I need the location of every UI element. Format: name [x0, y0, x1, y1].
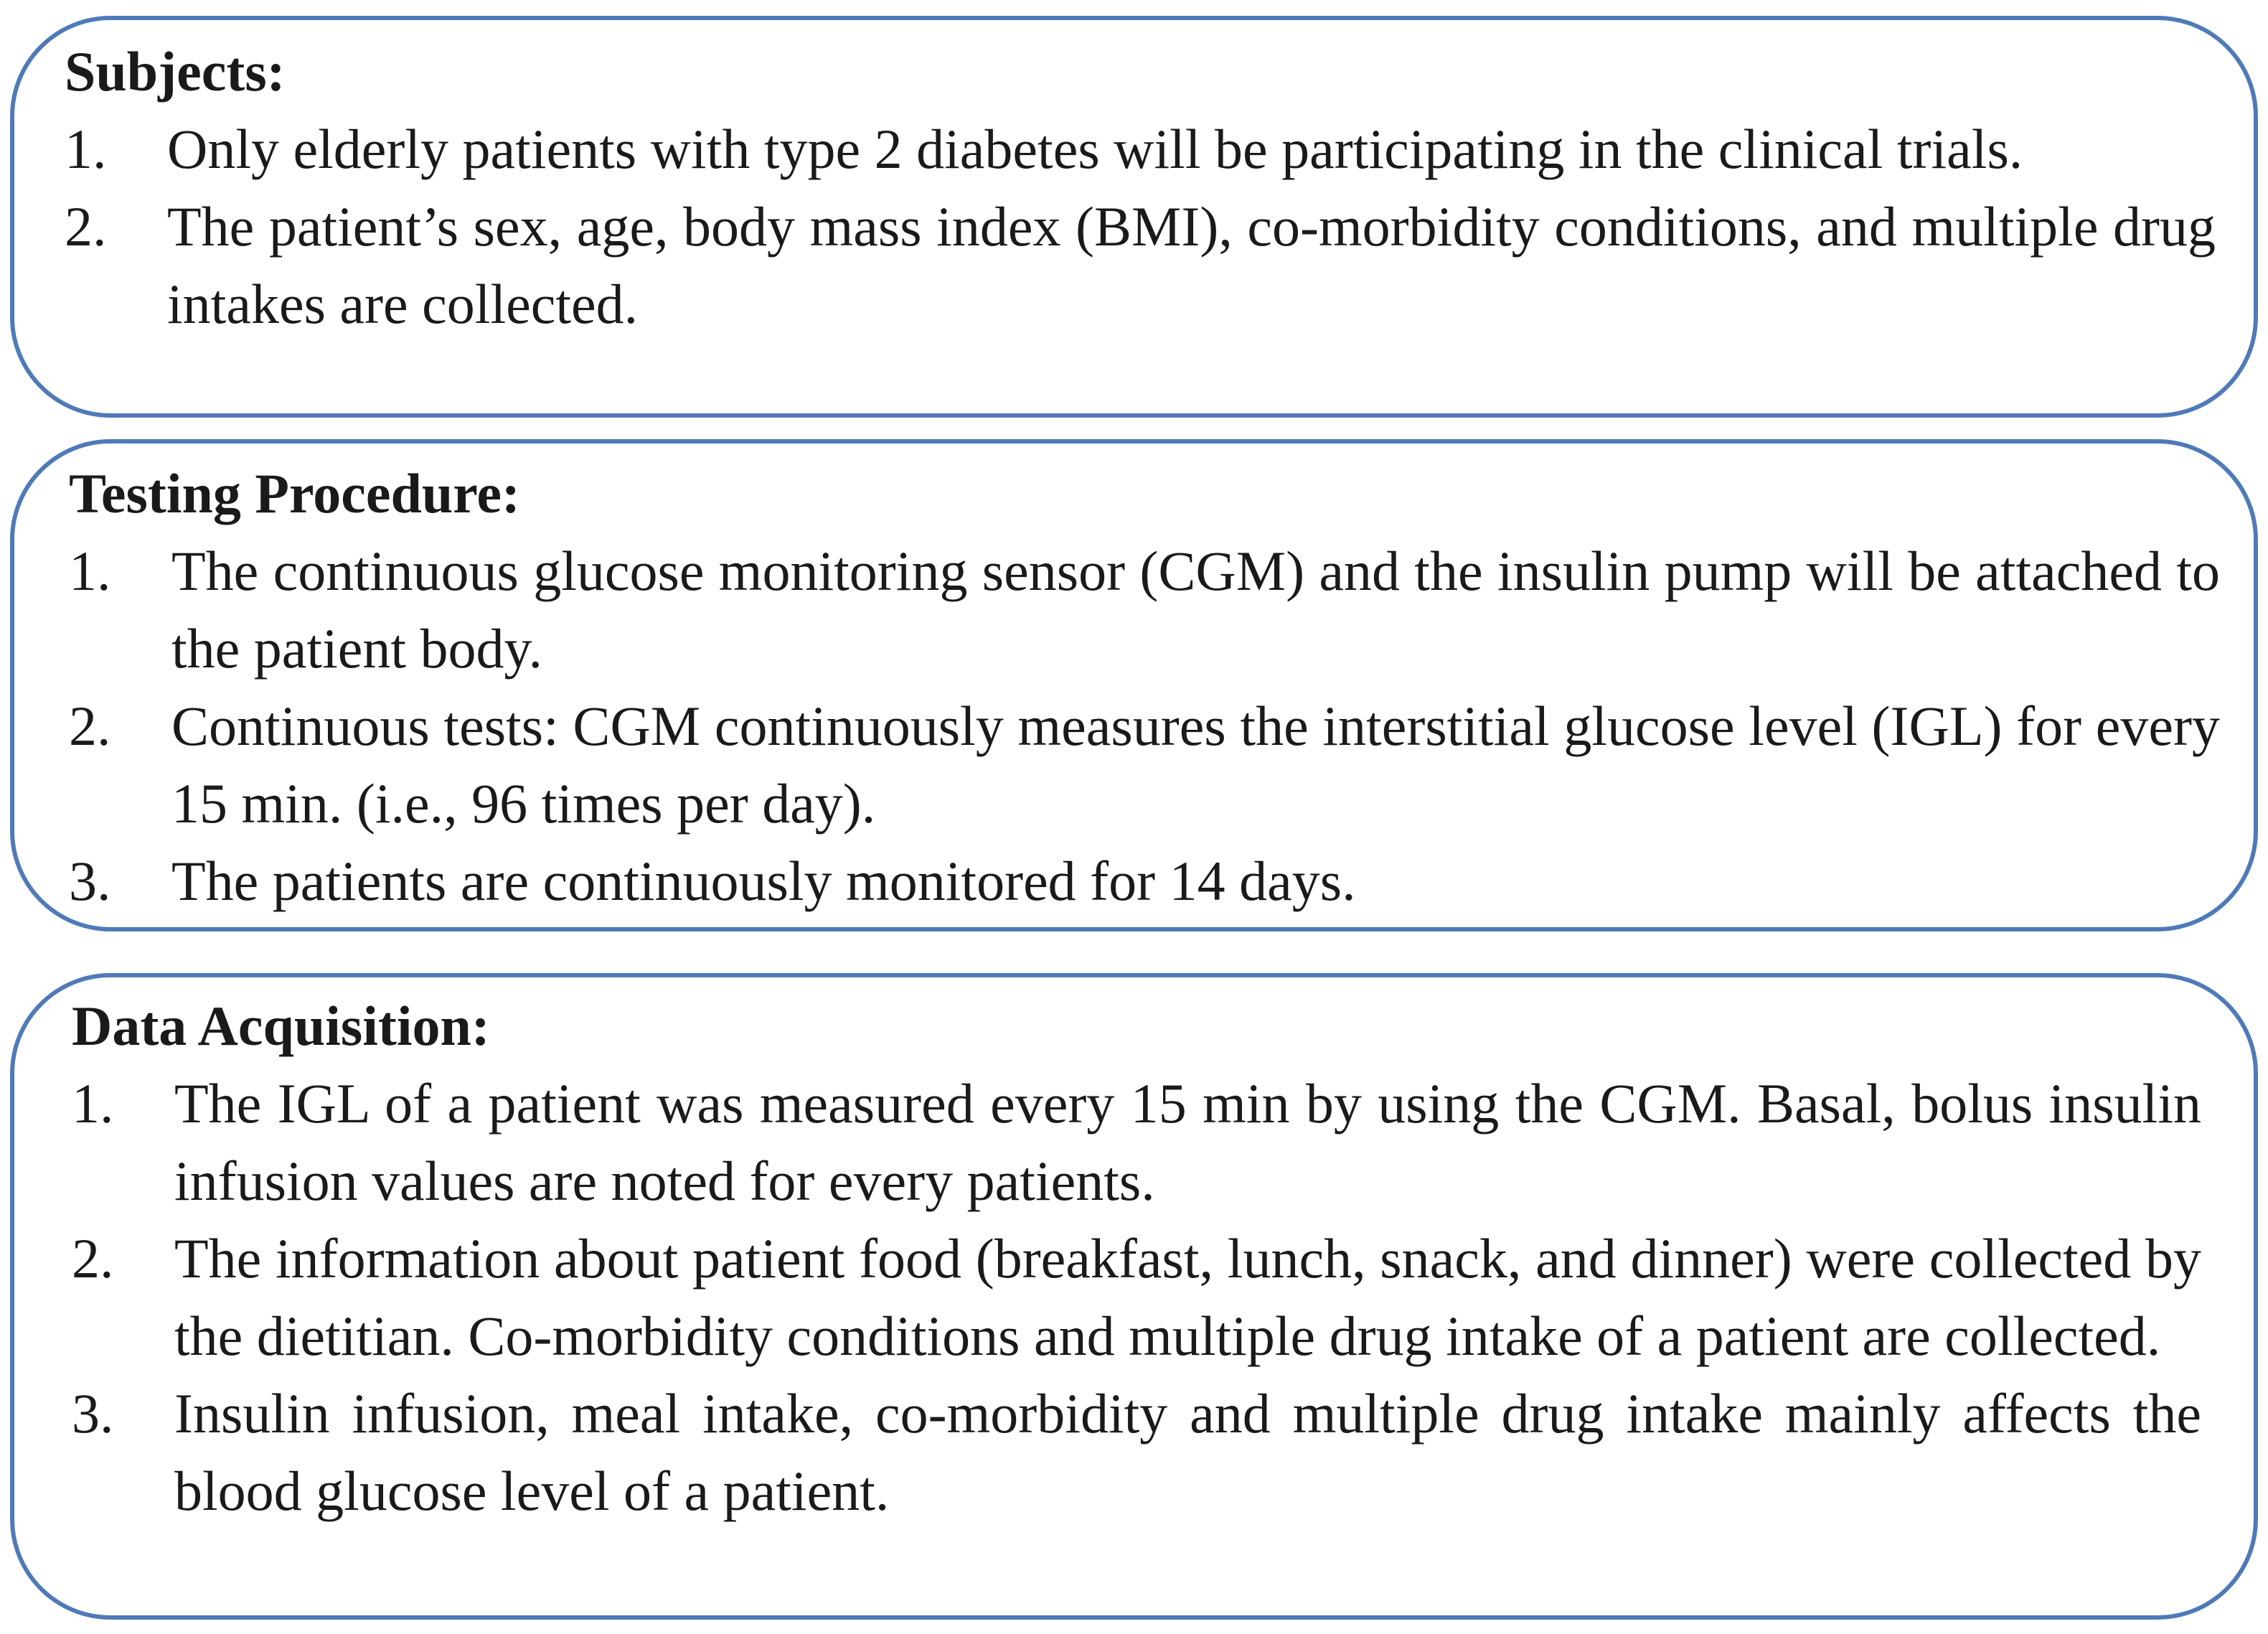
item-number: 1.: [72, 1072, 114, 1135]
item-text: The IGL of a patient was measured every 15 min by using the CGM. Basal, bolus insulin infusion values are noted for every patients.: [174, 1072, 2201, 1212]
list-item: [69, 687, 2220, 842]
list-item: [69, 842, 2220, 920]
subjects-title: Subjects:: [65, 40, 286, 103]
testing-procedure-panel: [10, 439, 2258, 931]
subjects-list: [65, 111, 2216, 343]
item-text: Insulin infusion, meal intake, co-morbidity and multiple drug intake mainly affects the blood glucose level of a patient.: [174, 1382, 2201, 1522]
item-text: The patients are continuously monitored for 14 days.: [171, 850, 1356, 912]
list-item: [72, 1220, 2201, 1375]
item-text: The continuous glucose monitoring sensor (CGM) and the insulin pump will be attached to the patient body.: [171, 540, 2220, 680]
list-item: [72, 1375, 2201, 1530]
item-text: The patient’s sex, age, body mass index (BMI), co-morbidity conditions, and multiple drug intakes are collected.: [167, 195, 2216, 335]
list-item: [69, 532, 2220, 687]
subjects-panel: [10, 16, 2258, 418]
item-number: 1.: [69, 540, 111, 602]
list-item: [72, 1065, 2201, 1220]
item-text: Only elderly patients with type 2 diabetes will be participating in the clinical trials.: [167, 118, 2023, 180]
item-number: 2.: [65, 195, 107, 258]
item-number: 2.: [69, 695, 111, 757]
data-acquisition-list: [72, 1065, 2201, 1530]
testing-procedure-title: Testing Procedure:: [69, 462, 521, 525]
item-text: Continuous tests: CGM continuously measures the interstitial glucose level (IGL) for every 15 min. (i.e., 96 times per day).: [171, 695, 2220, 835]
data-acquisition-title: Data Acquisition:: [72, 995, 490, 1057]
item-text: The information about patient food (breakfast, lunch, snack, and dinner) were collected by the dietitian. Co-morbidity conditions and multiple drug intake of a patient are collected.: [174, 1227, 2201, 1367]
item-number: 1.: [65, 118, 107, 180]
list-item: [65, 111, 2216, 188]
list-item: [65, 188, 2216, 343]
item-number: 3.: [72, 1382, 114, 1445]
data-acquisition-panel: [10, 973, 2258, 1620]
item-number: 2.: [72, 1227, 114, 1290]
testing-procedure-list: [69, 532, 2220, 920]
item-number: 3.: [69, 850, 111, 912]
